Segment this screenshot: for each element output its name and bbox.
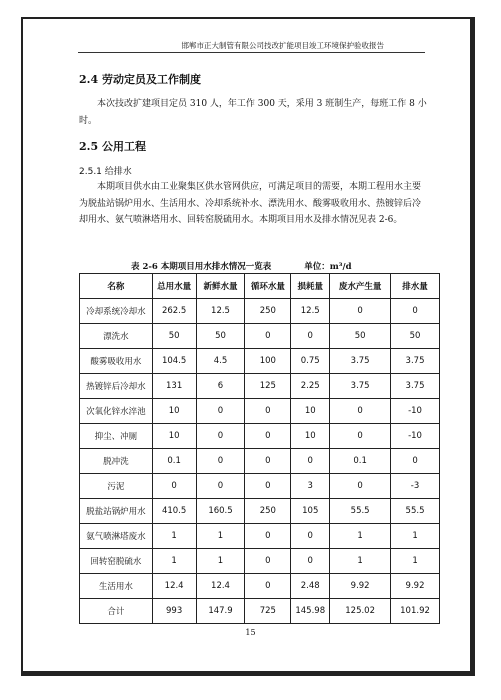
table-row [80, 449, 440, 474]
table-cell: 1 [330, 524, 391, 549]
table-row-name: 污泥 [80, 474, 153, 499]
table-cell: 0 [391, 449, 440, 474]
table-cell: 3 [291, 474, 330, 499]
table-row [80, 599, 440, 624]
table-row-name: 回转窑脱硫水 [80, 549, 153, 574]
table-cell: 105 [291, 499, 330, 524]
table-row-name: 冷却系统冷却水 [80, 299, 153, 324]
table-row-name: 脱冲洗 [80, 449, 153, 474]
header-rule [78, 52, 425, 53]
table-row-name: 生活用水 [80, 574, 153, 599]
table-cell: 0 [291, 449, 330, 474]
table-cell: 0 [330, 299, 391, 324]
table-cell: 725 [245, 599, 291, 624]
table-cell: 9.92 [391, 574, 440, 599]
table-cell: 0 [152, 474, 196, 499]
table-caption-title: 表 2-6 本期项目用水排水情况一览表 [131, 262, 272, 272]
table-cell: 0 [245, 474, 291, 499]
table-cell: 3.75 [330, 349, 391, 374]
table-cell: 131 [152, 374, 196, 399]
table-cell: 250 [245, 299, 291, 324]
table-cell: 2.25 [291, 374, 330, 399]
table-caption [131, 260, 352, 272]
table-cell: 1 [196, 549, 245, 574]
table-cell: 0 [291, 324, 330, 349]
table-cell: 3.75 [391, 349, 440, 374]
table-row-name: 合计 [80, 599, 153, 624]
table-cell: 0 [245, 399, 291, 424]
table-cell: 1 [196, 524, 245, 549]
table-row [80, 574, 440, 599]
header-title: 邯郸市正大制管有限公司技改扩能项目竣工环境保护验收报告 [181, 41, 384, 50]
table-cell: 0 [245, 424, 291, 449]
table-row [80, 299, 440, 324]
table-row-name: 脱盐站锅炉用水 [80, 499, 153, 524]
table-cell: 100 [245, 349, 291, 374]
table-cell: -10 [391, 399, 440, 424]
table-cell: -3 [391, 474, 440, 499]
table-cell: 0.1 [330, 449, 391, 474]
table-cell: 50 [391, 324, 440, 349]
table-cell: 50 [152, 324, 196, 349]
table-row [80, 474, 440, 499]
table-cell: 0 [196, 474, 245, 499]
table-cell: 55.5 [330, 499, 391, 524]
table-cell: 0 [291, 524, 330, 549]
table-cell: 250 [245, 499, 291, 524]
section-2-5-heading: 2.5 公用工程 [79, 140, 146, 153]
table-cell: 4.5 [196, 349, 245, 374]
table-cell: 50 [196, 324, 245, 349]
table-cell: 160.5 [196, 499, 245, 524]
table-cell: 101.92 [391, 599, 440, 624]
table-cell: 0 [245, 549, 291, 574]
table-cell: 145.98 [291, 599, 330, 624]
table-cell: 12.5 [196, 299, 245, 324]
table-cell: 1 [152, 524, 196, 549]
table-header-cell: 总用水量 [152, 274, 196, 299]
table-unit: 单位：m³/d [304, 262, 352, 272]
section-2-5-1-text: 本期项目供水由工业聚集区供水管网供应，可满足项目的需要，本期工程用水主要为脱盐站锅炉用水、生活用水、冷却系统补水、漂洗用水、酸雾吸收用水、热镀锌后冷却用水、氨气喷淋塔用水、回转窑脱硫用水。本期项目用水及排水情况见表 2-6。 [79, 182, 422, 225]
table-cell: 1 [391, 524, 440, 549]
table-row-name: 次氧化锌水淬池 [80, 399, 153, 424]
table-cell: 2.48 [291, 574, 330, 599]
table-cell: 1 [391, 549, 440, 574]
section-2-5-1-heading: 2.5.1 给排水 [79, 167, 132, 177]
section-2-4-text: 本次技改扩建项目定员 310 人，年工作 300 天，采用 3 班制生产，每班工作 8 小时。 [79, 99, 427, 126]
table-cell: 10 [152, 399, 196, 424]
table-row [80, 349, 440, 374]
table-row-name: 热镀锌后冷却水 [80, 374, 153, 399]
table-cell: 12.4 [196, 574, 245, 599]
table-cell: 1 [152, 549, 196, 574]
table-cell: 10 [291, 399, 330, 424]
table-cell: 0 [330, 474, 391, 499]
table-cell: 0 [391, 299, 440, 324]
table-cell: 1 [330, 549, 391, 574]
table-cell: 410.5 [152, 499, 196, 524]
table-row [80, 549, 440, 574]
table-row-name: 氨气喷淋塔废水 [80, 524, 153, 549]
table-cell: 0.75 [291, 349, 330, 374]
table-cell: 125.02 [330, 599, 391, 624]
table-cell: 0 [245, 524, 291, 549]
table-header-cell: 废水产生量 [330, 274, 391, 299]
table-cell: 55.5 [391, 499, 440, 524]
table-header-row [80, 274, 440, 299]
table-cell: 0 [245, 324, 291, 349]
table-cell: 262.5 [152, 299, 196, 324]
table-cell: 0 [245, 574, 291, 599]
page-number: 15 [245, 628, 256, 637]
table-row [80, 424, 440, 449]
table-row-name: 抑尘、冲厕 [80, 424, 153, 449]
table-row-name: 酸雾吸收用水 [80, 349, 153, 374]
table-header-cell: 循环水量 [245, 274, 291, 299]
table-body [80, 299, 440, 624]
table-header-cell: 名称 [80, 274, 153, 299]
table-row [80, 324, 440, 349]
table-row [80, 524, 440, 549]
table-cell: 0 [291, 549, 330, 574]
table-cell: 10 [152, 424, 196, 449]
table-cell: 12.4 [152, 574, 196, 599]
table-header-cell: 新鲜水量 [196, 274, 245, 299]
table-cell: 0 [196, 449, 245, 474]
table-cell: 0 [330, 424, 391, 449]
table-cell: 104.5 [152, 349, 196, 374]
table-cell: 147.9 [196, 599, 245, 624]
table-row [80, 374, 440, 399]
table-row-name: 漂洗水 [80, 324, 153, 349]
table-cell: 6 [196, 374, 245, 399]
table-cell: 0 [196, 399, 245, 424]
table-cell: 12.5 [291, 299, 330, 324]
table-cell: 125 [245, 374, 291, 399]
table-cell: 3.75 [330, 374, 391, 399]
table-cell: 0.1 [152, 449, 196, 474]
section-2-4-heading: 2.4 劳动定员及工作制度 [79, 73, 201, 86]
table-cell: 0 [245, 449, 291, 474]
table-cell: 10 [291, 424, 330, 449]
table-cell: 0 [196, 424, 245, 449]
table-header-cell: 损耗量 [291, 274, 330, 299]
table-row [80, 399, 440, 424]
table-row [80, 499, 440, 524]
water-balance-table [79, 273, 440, 624]
table-cell: 9.92 [330, 574, 391, 599]
table-cell: 3.75 [391, 374, 440, 399]
table-cell: 50 [330, 324, 391, 349]
table-cell: 0 [330, 399, 391, 424]
table-cell: -10 [391, 424, 440, 449]
table-header-cell: 排水量 [391, 274, 440, 299]
table-cell: 993 [152, 599, 196, 624]
